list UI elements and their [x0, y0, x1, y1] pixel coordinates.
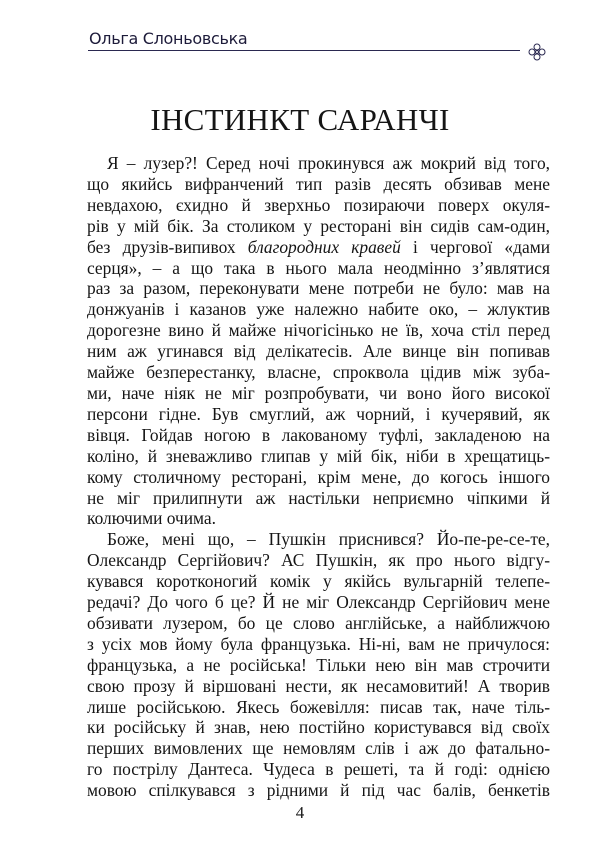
text-line: [87, 425, 550, 446]
text-line: [87, 592, 550, 613]
text-segment: колючими очима.: [87, 508, 217, 529]
text-line: [87, 676, 550, 697]
text-line: [87, 258, 550, 279]
text-line: [87, 404, 550, 425]
text-segment: з усіх мов йому була французька. Ні-ні, вам не причулося:: [87, 633, 550, 654]
text-segment: персони гідне. Був смуглий, аж чорний, і кучерявий, як: [87, 403, 550, 424]
text-segment: лише російською. Якесь божевілля: писав так, наче тіль-: [87, 696, 550, 717]
text-line: [87, 467, 550, 488]
text-segment: кувався коротконогий комік у якійсь вульгарній телепе-: [87, 571, 550, 592]
paragraph: [87, 153, 550, 529]
text-line: [87, 195, 550, 216]
text-line: [87, 697, 550, 718]
body-text: [87, 153, 550, 801]
text-line: [87, 216, 550, 237]
text-segment: раз за разом, переконувати мене потреби не було: мав на: [87, 278, 550, 299]
text-segment: ним аж угинався від делікатесів. Але винце він попивав: [87, 341, 550, 362]
text-line: [87, 571, 550, 592]
text-segment: що якийсь вифранчений тип разів десять обзивав мене: [87, 173, 550, 194]
text-line: [87, 634, 550, 655]
text-line: [87, 759, 550, 780]
text-line: [87, 529, 550, 550]
text-segment: не міг прилипнути аж настільки неприємно чіпкими й: [87, 487, 550, 508]
flower-ornament-icon: [527, 42, 547, 62]
text-segment: вівця. Гойдав ногою в лакованому туфлі, закладеною на: [87, 424, 550, 445]
text-segment: обзивати лузером, бо це слово англійське, а найближчою: [87, 612, 550, 633]
page-number: 4: [295, 803, 305, 822]
text-line: [87, 341, 550, 362]
text-line: [87, 174, 550, 195]
text-segment: перших вимовлених ще немовлям слів і аж до фатально-: [87, 738, 550, 759]
text-segment: ки російську й знав, нею постійно користувався від своїх: [87, 717, 550, 738]
text-segment: Боже, мені що, – Пушкін приснився? Йо-пе-ре-се-те,: [107, 529, 550, 550]
italic-phrase: благородних кравей: [247, 236, 401, 257]
text-line: [87, 237, 550, 258]
text-line: [87, 320, 550, 341]
text-line: [87, 383, 550, 404]
text-line: [87, 780, 550, 801]
text-segment: без друзів-випивох: [87, 236, 248, 257]
text-segment: кому столичному ресторані, крім мене, до когось іншого: [87, 466, 550, 487]
text-line: [87, 488, 550, 509]
text-segment: донжуанів і казанов уже належно набите око, – жлуктив: [87, 299, 550, 320]
text-segment: дорогезне вино й майже нічогісінько не їв, хоча стіл перед: [87, 320, 550, 341]
header-rule: [88, 50, 520, 51]
text-line: [87, 362, 550, 383]
text-segment: майже безперестанку, власне, спроквола цідив між зуба-: [87, 362, 550, 383]
paragraph: [87, 529, 550, 801]
text-line: [87, 299, 550, 320]
text-line: [87, 655, 550, 676]
text-line: [87, 717, 550, 738]
text-segment: Я – лузер?! Серед ночі прокинувся аж мокрий від того,: [107, 153, 550, 173]
text-line: [87, 153, 550, 174]
running-head-author: Ольга Слоньовська: [89, 29, 248, 48]
text-segment: коліно, й зневажливо глипав у мій бік, ніби в хрещатиць-: [87, 445, 550, 466]
text-segment: свою прозу й віршовані нести, як несамовитий! А творив: [87, 675, 550, 696]
chapter-title: ІНСТИНКТ САРАНЧІ: [150, 102, 450, 137]
text-segment: Олександр Сергійович? АС Пушкін, як про нього відгу-: [87, 550, 550, 571]
text-segment: ми, наче ніяк не міг розпробувати, чи воно його високої: [87, 382, 550, 403]
text-segment: невдахою, єхидно й зверхньо позираючи поверх окуля-: [87, 194, 550, 215]
text-line: [87, 446, 550, 467]
text-segment: рів у мій бік. За столиком у ресторані він сидів сам-один,: [87, 215, 550, 236]
text-line: [87, 613, 550, 634]
text-line: [87, 278, 550, 299]
text-segment: го пострілу Дантеса. Чудеса в решеті, та й годі: однією: [87, 759, 550, 780]
text-line: [87, 738, 550, 759]
text-segment: і чергової «дами: [400, 236, 551, 257]
text-segment: французька, а не російська! Тільки нею він мав строчити: [87, 654, 550, 675]
text-segment: мовою спілкувався з рідними й під час балів, бенкетів: [87, 780, 550, 801]
text-segment: серця», – а що така в нього мала неодмінно з’являтися: [87, 257, 550, 278]
text-line: [87, 508, 550, 529]
text-segment: редачі? До чого б це? Й не міг Олександр Сергійович мене: [87, 592, 550, 613]
text-line: [87, 550, 550, 571]
